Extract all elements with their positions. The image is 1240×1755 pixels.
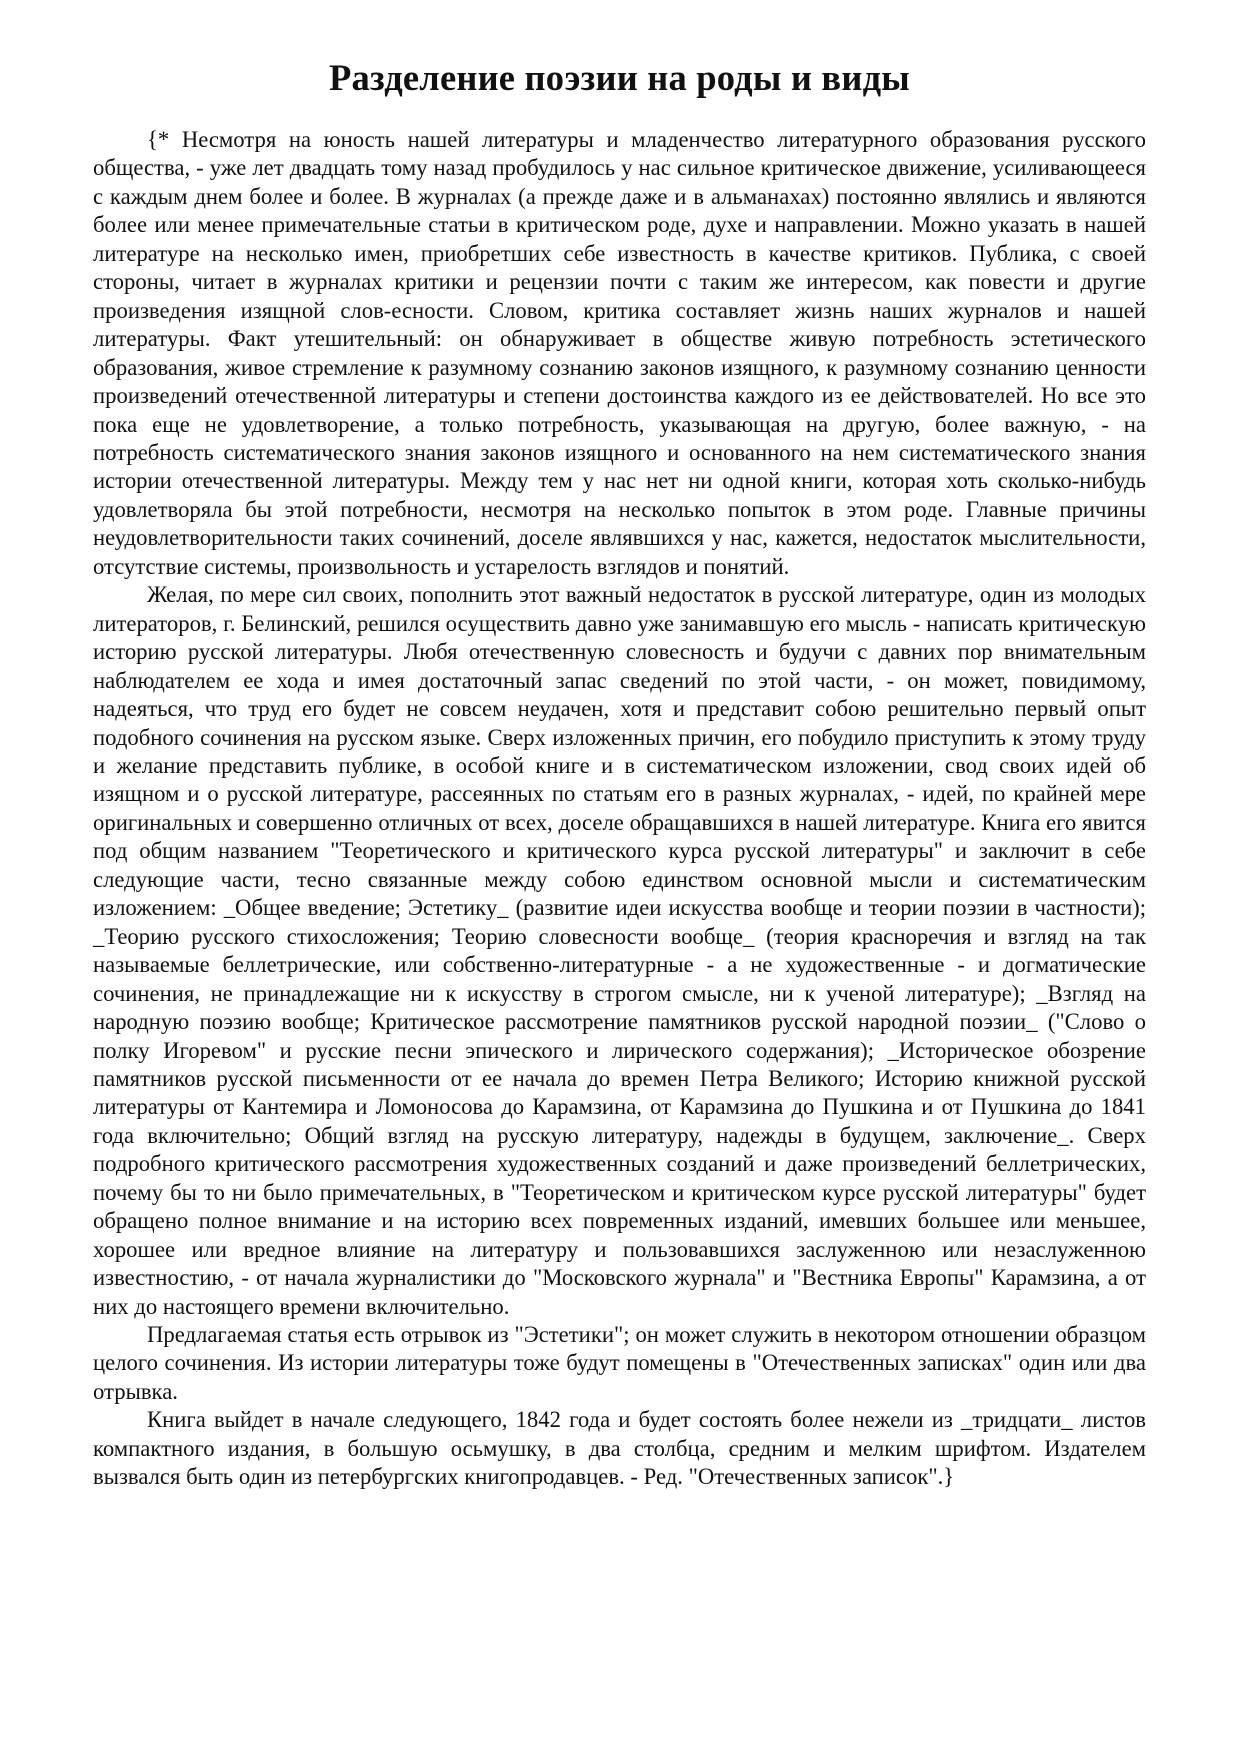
paragraph-belinsky-course: Желая, по мере сил своих, пополнить этот важный недостаток в русской литературе, один из молодых литераторов, г. Белинский, решился осуществить давно уже занимавшую его мысль - написать критическую историю русской литературы. Любя отечественную словесность и будучи с давних пор внимательным наблюдателем ее хода и имея достаточный запас сведений по этой части, - он может, повидимому, надеяться, что труд его будет не совсем неудачен, хотя и представит собою решительно первый опыт подобного сочинения на русском языке. Сверх изложенных причин, его побудило приступить к этому труду и желание представить публике, в особой книге и в систематическом изложении, свод своих идей об изящном и о русской литературе, рассеянных по статьям его в разных журналах, - идей, по крайней мере оригинальных и совершенно отличных от всех, доселе обращавшихся в нашей литературе. Книга его явится под общим названием "Теоретического и критического курса русской литературы" и заключит в себе следующие части, тесно связанные между собою единством основной мысли и систематическим изложением: _Общее введение; Эстетику_ (развитие идеи искусства вообще и теории поэзии в частности); _Теорию русского стихосложения; Теорию словесности вообще_ (теория красноречия и взгляд на так называемые беллетрические, или собственно-литературные - а не художественные - и догматические сочинения, не принадлежащие ни к искусству в строгом смысле, ни к ученой литературе); _Взгляд на народную поэзию вообще; Критическое рассмотрение памятников русской народной поэзии_ ("Слово о полку Игоревом" и русские песни эпического и лирического содержания); _Историческое обозрение памятников русской письменности от ее начала до времен Петра Великого; Историю книжной русской литературы от Кантемира и Ломоносова до Карамзина, от Карамзина до Пушкина и от Пушкина до 1841 года включительно; Общий взгляд на русскую литературу, надежды в будущем, заключение_. Сверх подробного критического рассмотрения художественных созданий и даже произведений беллетрических, почему бы то ни было примечательных, в "Теоретическом и критическом курсе русской литературы" будет обращено полное внимание и на историю всех повременных изданий, имевших большее или меньшее, хорошее или вредное влияние на литературу и пользовавшихся заслуженною или незаслуженною известностию, - от начала журналистики до "Московского журнала" и "Вестника Европы" Карамзина, а от них до настоящего времени включительно. [93,582,1146,1319]
paragraph-publication-note: Книга выйдет в начале следующего, 1842 года и будет состоять более нежели из _тридцати_ листов компактного издания, в большую осьмушку, в два столбца, средним и мелким шрифтом. Издателем вызвался быть один из петербургских книгопродавцев. - Ред. "Отечественных записок".} [93,1407,1146,1490]
paragraph-excerpt-note: Предлагаемая статья есть отрывок из "Эстетики"; он может служить в некотором отношении образцом целого сочинения. Из истории литературы тоже будут помещены в "Отечественных записках" один или два отрывка. [93,1322,1146,1404]
page-title: Разделение поэзии на роды и виды [329,57,910,98]
document-page [93,50,1146,1492]
document-body [93,126,1146,1492]
paragraph-intro: {* Несмотря на юность нашей литературы и младенчество литературного образования русского общества, - уже лет двадцать тому назад пробудилось у нас сильное критическое движение, усиливающееся с каждым днем более и более. В журналах (а прежде даже и в альманахах) постоянно являлись и являются более или менее примечательные статьи в критическом роде, духе и направлении. Можно указать в нашей литературе на несколько имен, приобретших себе известность в качестве критиков. Публика, с своей стороны, читает в журналах критики и рецензии почти с таким же интересом, как повести и другие произведения изящной слов-есности. Словом, критика составляет жизнь наших журналов и нашей литературы. Факт утешительный: он обнаруживает в обществе живую потребность эстетического образования, живое стремление к разумному сознанию законов изящного, к разумному сознанию ценности произведений отечественной литературы и степени достоинства каждого из ее действователей. Но все это пока еще не удовлетворение, а только потребность, указывающая на другую, более важную, - на потребность систематического знания законов изящного и основанного на нем систематического знания истории отечественной литературы. Между тем у нас нет ни одной книги, которая хоть сколько-нибудь удовлетворяла бы этой потребности, несмотря на несколько попыток в этом роде. Главные причины неудовлетворительности таких сочинений, доселе являвшихся у нас, кажется, недостаток мыслительности, отсутствие системы, произвольность и устарелость взглядов и понятий. [93,127,1146,579]
